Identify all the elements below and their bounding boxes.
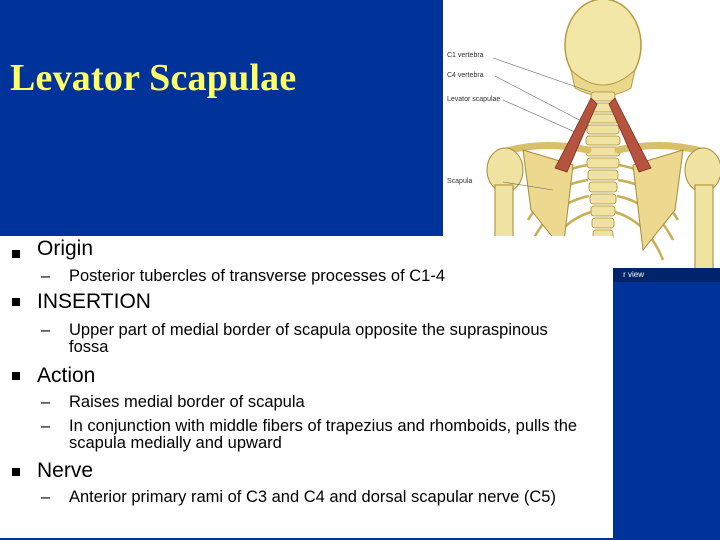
insertion-text: Upper part of medial border of scapula opposite the supraspinous fossa xyxy=(69,321,548,356)
bullet-square xyxy=(12,298,20,306)
action-item-2 xyxy=(41,418,611,452)
action-text-1: Raises medial border of scapula xyxy=(69,393,305,411)
dash: – xyxy=(41,267,51,285)
action-item-1 xyxy=(41,394,611,411)
insertion-item xyxy=(41,322,561,356)
heading-action: Action xyxy=(37,364,96,387)
dash: – xyxy=(41,321,51,339)
label-levator-scapulae: Levator scapulae xyxy=(447,96,501,103)
bullet-square xyxy=(12,468,20,476)
label-scapula: Scapula xyxy=(447,178,473,185)
origin-item xyxy=(41,268,611,285)
label-c4-vertebra: C4 vertebra xyxy=(447,72,484,79)
dash: – xyxy=(41,488,51,506)
slide-title: Levator Scapulae xyxy=(10,57,297,99)
label-c1-vertebra: C1 vertebra xyxy=(447,52,484,59)
bullet-square xyxy=(12,372,20,380)
nerve-item xyxy=(41,489,571,506)
action-text-2: In conjunction with middle fibers of trapezius and rhomboids, pulls the scapula medially and upward xyxy=(69,417,578,452)
dash: – xyxy=(41,417,51,435)
dash: – xyxy=(41,393,51,411)
bullet-square xyxy=(12,250,20,258)
content-box xyxy=(0,236,613,538)
heading-origin: Origin xyxy=(37,237,94,260)
origin-text: Posterior tubercles of transverse processes of C1-4 xyxy=(69,267,445,285)
heading-insertion: INSERTION xyxy=(37,290,151,313)
figure-caption: r view xyxy=(600,268,720,282)
heading-nerve: Nerve xyxy=(37,459,94,482)
nerve-text: Anterior primary rami of C3 and C4 and dorsal scapular nerve (C5) xyxy=(69,488,556,506)
